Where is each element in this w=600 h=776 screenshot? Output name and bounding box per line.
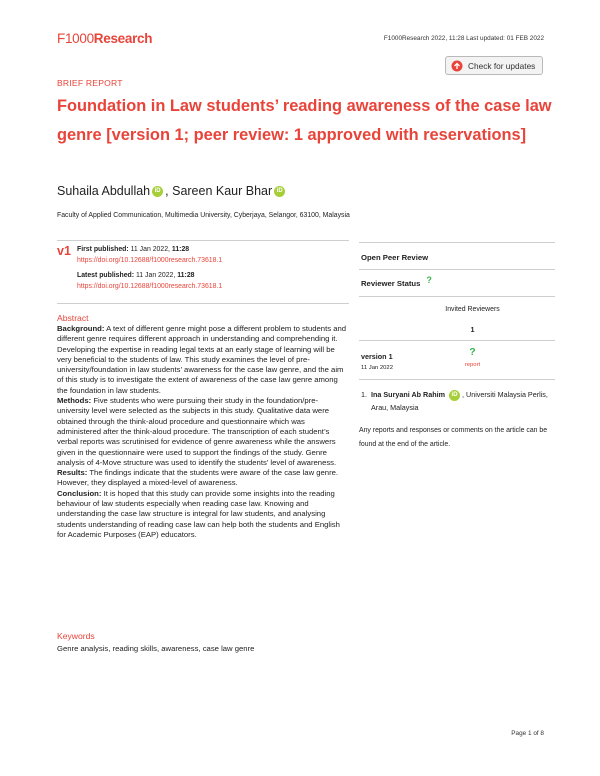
reviewer-status: Reviewer Status ?: [361, 274, 432, 288]
version-date: 11 Jan 2022: [361, 365, 393, 371]
author-affiliation: Faculty of Applied Communication, Multimedia University, Cyberjaya, Selangor, 63100, Malaysia: [57, 212, 350, 219]
author-name[interactable]: Suhaila Abdullah: [57, 184, 151, 198]
check-updates-label: Check for updates: [468, 60, 536, 71]
abstract-results: Results: The findings indicate that the students were aware of the case law genre. However, they displayed a mixed-level of awareness.: [57, 468, 339, 488]
abstract-background: Background: A text of different genre might pose a different problem to students and different genre requires different approach in understanding and comprehending it. Developing the expertise in reading legal texts at an early stage of learning will be very beneficial to the students of law. This study examines the level of pre-university/foundation in law students’ awareness for the case law genre, and the aim of this study is to investigate the extent of awareness of the case law genre among the foundation in law students.: [57, 324, 347, 395]
abstract-heading: Abstract: [57, 313, 89, 323]
divider: [57, 240, 349, 241]
orcid-icon[interactable]: iD: [152, 186, 163, 197]
divider: [359, 340, 555, 341]
latest-doi-link[interactable]: https://doi.org/10.12688/f1000research.73618.1: [77, 283, 223, 290]
first-doi-link[interactable]: https://doi.org/10.12688/f1000research.73618.1: [77, 257, 223, 264]
reviewer-number: 1: [470, 325, 475, 334]
version-tag: v1: [57, 244, 71, 258]
divider: [359, 242, 555, 243]
divider: [359, 379, 555, 380]
invited-reviewers-label: Invited Reviewers: [445, 306, 500, 313]
header-meta: F1000Research 2022, 11:28 Last updated: 01 FEB 2022: [383, 35, 544, 42]
article-category: BRIEF REPORT: [57, 78, 123, 88]
article-title: Foundation in Law students’ reading awareness of the case law genre [version 1; peer review: 1 approved with reservations]: [57, 97, 552, 144]
report-link[interactable]: report: [464, 362, 481, 368]
check-updates-icon: [451, 60, 463, 72]
reviewer-name: Ina Suryani Ab Rahim: [371, 390, 446, 399]
version-label: version 1: [361, 352, 393, 361]
review-note: Any reports and responses or comments on the article can be found at the end of the article.: [359, 427, 548, 448]
reviewer-entry: 1. Ina Suryani Ab Rahim iD , Universiti Malaysia Perlis, Arau, Malaysia: [361, 390, 548, 412]
orcid-icon[interactable]: iD: [449, 390, 460, 401]
latest-published: Latest published: 11 Jan 2022, 11:28: [77, 272, 195, 279]
journal-logo: F1000Research: [57, 31, 153, 46]
orcid-icon[interactable]: iD: [274, 186, 285, 197]
divider: [359, 296, 555, 297]
divider: [359, 269, 555, 270]
abstract-conclusion: Conclusion: It is hoped that this study can provide some insights into the reading behaviour of law students especially when reading case law. Knowing and understanding the case law structure is integral for law students, and analysing students understanding of reading case law can help both the students and English for Academic Purposes (EAP) educators.: [57, 488, 340, 539]
status-question-icon: ?: [426, 274, 432, 285]
keywords-heading: Keywords: [57, 631, 95, 641]
check-for-updates-button[interactable]: [445, 56, 543, 75]
author-separator: ,: [165, 184, 169, 198]
first-published: First published: 11 Jan 2022, 11:28: [77, 246, 190, 253]
author-name[interactable]: Sareen Kaur Bhar: [172, 184, 273, 198]
keywords-text: Genre analysis, reading skills, awareness, case law genre: [57, 644, 255, 653]
divider: [57, 303, 349, 304]
author-list: [57, 184, 287, 198]
abstract-methods: Methods: Five students who were pursuing their study in the foundation/pre-university level were selected as the subjects in this study. Qualitative data were obtained through the think-aloud procedure and questionnaire which was administered after the think-aloud procedure. The transcription of each student’s verbal reports was scrutinised for evidence of genre awareness while the answers given in the questionnaire were used to support the findings of the study. Genre analysis of 4-Move structure was used to identify the students’ level of awareness.: [57, 396, 337, 467]
report-status-icon[interactable]: ?: [469, 346, 476, 358]
open-peer-review-title: Open Peer Review: [361, 253, 429, 262]
page-number: Page 1 of 8: [511, 730, 544, 737]
abstract-body: [57, 324, 349, 540]
